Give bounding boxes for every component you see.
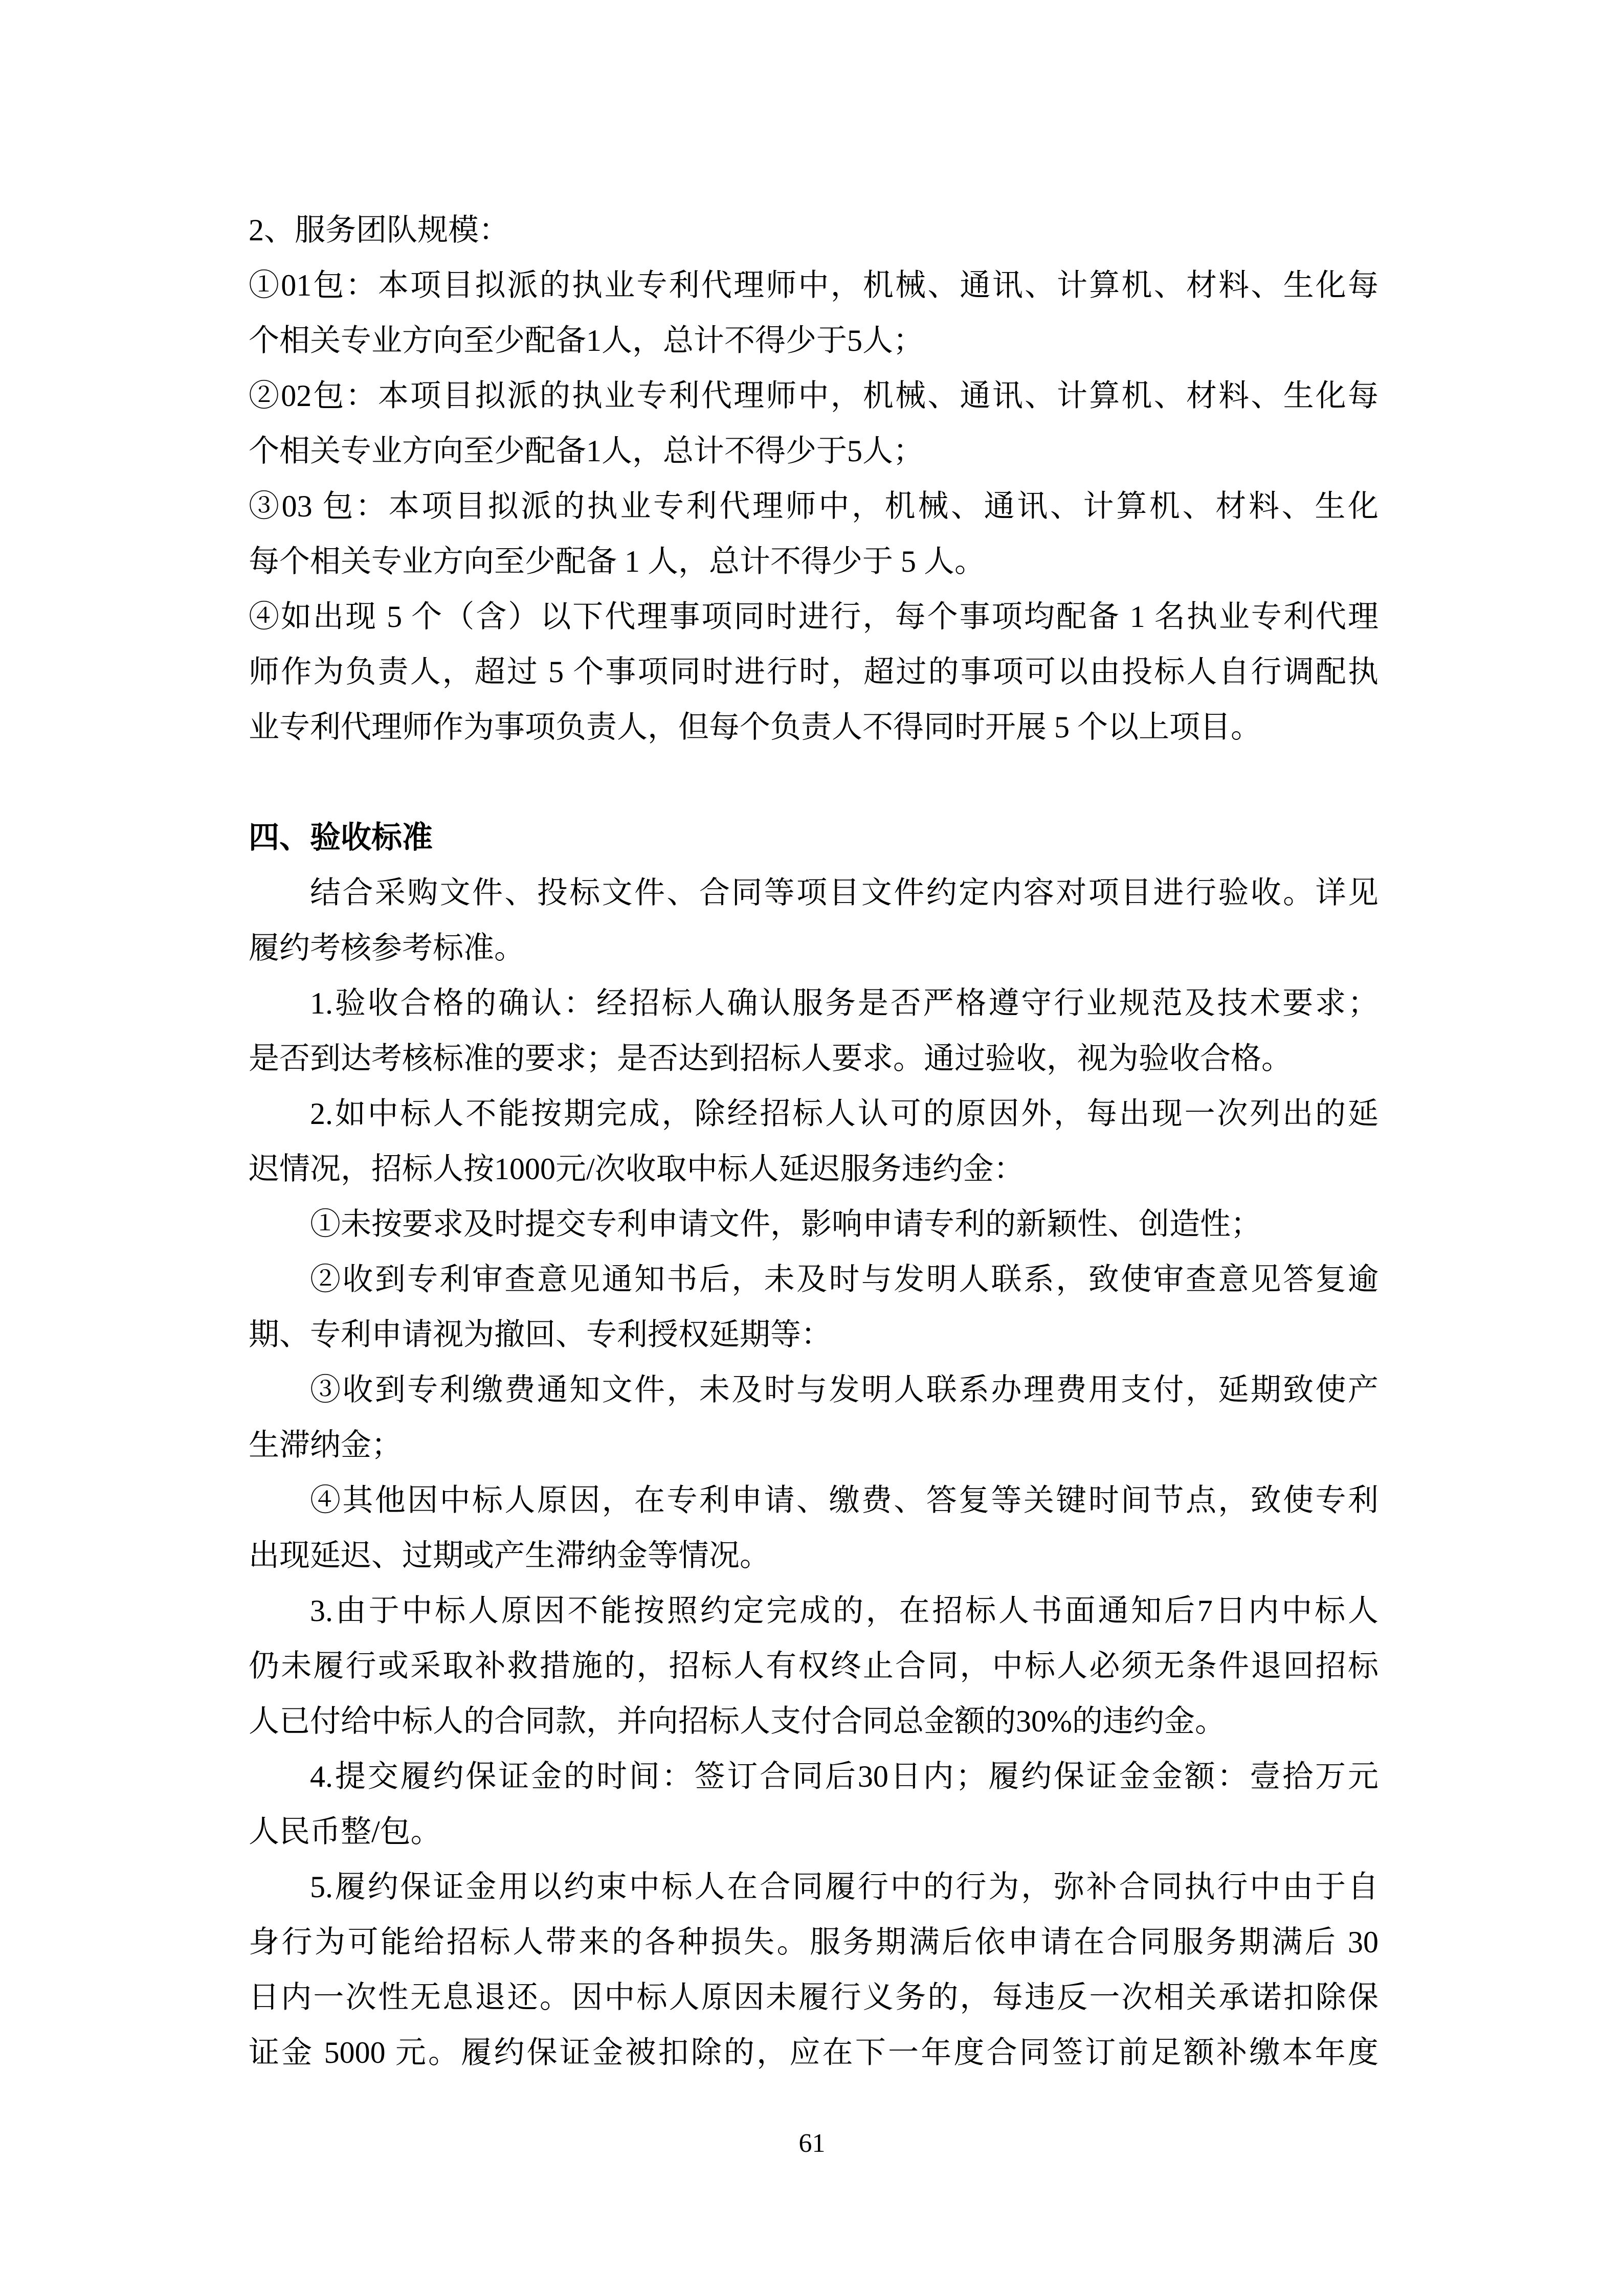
text-line: 2、服务团队规模： xyxy=(249,213,509,247)
text-line: 2.如中标人不能按期完成，除经招标人认可的原因外，每出现一次列出的延 xyxy=(310,1097,1378,1131)
text-line: 是否到达考核标准的要求；是否达到招标人要求。通过验收，视为验收合格。 xyxy=(249,1042,1292,1075)
section-heading: 四、验收标准 xyxy=(249,821,433,854)
page-number: 61 xyxy=(798,2129,826,2158)
text-line: 个相关专业方向至少配备1人，总计不得少于5人； xyxy=(249,434,924,468)
text-line: 日内一次性无息退还。因中标人原因未履行义务的，每违反一次相关承诺扣除保 xyxy=(249,1980,1378,2014)
text-line: ①01包：本项目拟派的执业专利代理师中，机械、通讯、计算机、材料、生化每 xyxy=(249,268,1378,302)
text-line: 身行为可能给招标人带来的各种损失。服务期满后依申请在合同服务期满后 30 xyxy=(249,1925,1378,1959)
text-line: 人已付给中标人的合同款，并向招标人支付合同总金额的30%的违约金。 xyxy=(249,1704,1226,1738)
text-line: ③03 包：本项目拟派的执业专利代理师中，机械、通讯、计算机、材料、生化 xyxy=(249,489,1378,523)
text-line: 结合采购文件、投标文件、合同等项目文件约定内容对项目进行验收。详见 xyxy=(310,876,1378,910)
text-line: 5.履约保证金用以约束中标人在合同履行中的行为，弥补合同执行中由于自 xyxy=(310,1870,1378,1904)
text-line: 每个相关专业方向至少配备 1 人，总计不得少于 5 人。 xyxy=(249,545,985,578)
text-line: 人民币整/包。 xyxy=(249,1815,441,1849)
text-line: ④其他因中标人原因，在专利申请、缴费、答复等关键时间节点，致使专利 xyxy=(310,1483,1378,1517)
text-line: ②收到专利审查意见通知书后，未及时与发明人联系，致使审查意见答复逾 xyxy=(310,1263,1378,1296)
text-line: 4.提交履约保证金的时间：签订合同后30日内；履约保证金金额：壹拾万元 xyxy=(310,1760,1378,1793)
text-line: ③收到专利缴费通知文件，未及时与发明人联系办理费用支付，延期致使产 xyxy=(310,1373,1378,1407)
text-line: ①未按要求及时提交专利申请文件，影响申请专利的新颖性、创造性； xyxy=(310,1207,1261,1241)
text-line: 1.验收合格的确认：经招标人确认服务是否严格遵守行业规范及技术要求； xyxy=(310,986,1378,1020)
blank-line xyxy=(249,755,1378,810)
text-line: 证金 5000 元。履约保证金被扣除的，应在下一年度合同签订前足额补缴本年度 xyxy=(249,2036,1378,2069)
text-line: 生滞纳金； xyxy=(249,1428,402,1462)
text-line: 出现延迟、过期或产生滞纳金等情况。 xyxy=(249,1539,770,1572)
text-line: 仍未履行或采取补救措施的，招标人有权终止合同，中标人必须无条件退回招标 xyxy=(249,1649,1378,1683)
text-line: 迟情况，招标人按1000元/次收取中标人延迟服务违约金： xyxy=(249,1152,1025,1186)
text-line: 期、专利申请视为撤回、专利授权延期等： xyxy=(249,1318,832,1352)
page-content xyxy=(249,202,1378,2080)
text-line: 师作为负责人，超过 5 个事项同时进行时，超过的事项可以由投标人自行调配执 xyxy=(249,655,1378,689)
text-line: 个相关专业方向至少配备1人，总计不得少于5人； xyxy=(249,324,924,357)
text-line: 业专利代理师作为事项负责人，但每个负责人不得同时开展 5 个以上项目。 xyxy=(249,710,1261,744)
text-line: ④如出现 5 个（含）以下代理事项同时进行，每个事项均配备 1 名执业专利代理 xyxy=(249,600,1378,634)
text-line: 履约考核参考标准。 xyxy=(249,931,525,965)
text-line: ②02包：本项目拟派的执业专利代理师中，机械、通讯、计算机、材料、生化每 xyxy=(249,379,1378,413)
text-line: 3.由于中标人原因不能按照约定完成的，在招标人书面通知后7日内中标人 xyxy=(310,1594,1378,1628)
